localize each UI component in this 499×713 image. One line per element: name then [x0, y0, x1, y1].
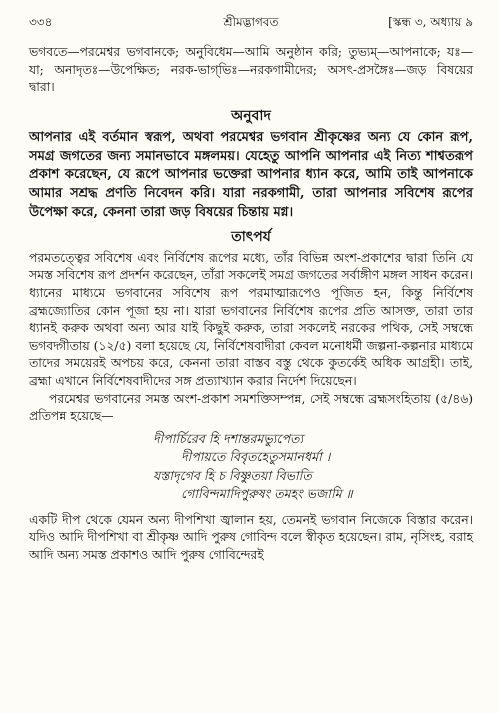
translation-heading: অনুবাদ [231, 107, 271, 124]
purport-paragraph-1: পরমতত্ত্বের সবিশেষ এবং নির্বিশেষ রূপের মধ্যে, তাঁর বিভিন্ন অংশ-প্রকাশের দ্বারা তিনি যে সমস্ত সবিশেষ রূপ প্রদর্শন করেছেন, তাঁরা সকলেই সমগ্র জগতের সর্বাঙ্গীণ মঙ্গল সাধন করেন। ধ্যানের মাধ্যমে ভগবানের সবিশেষ রূপ পরমাত্মারূপেও পূজিত হন, কিন্তু নির্বিশেষ ব্রহ্মজ্যোতির কোন পূজা হয় না। যারা ভগবানের নির্বিশেষ রূপের প্রতি আসক্ত, তারা তার ধ্যানই করুক অথবা অন্য আর যাই কিছুই করুক, তারা সকলেই নরকের পথিক, সেই সম্বন্ধে ভগবদ্গীতায় (১২/৫) বলা হয়েছে যে, নির্বিশেষবাদীরা কেবল মনোধর্মী জল্পনা-কল্পনার মাধ্যমে তাদের সময়েরই অপচয় করে, কেননা তারা বাস্তব বস্তু থেকে কুতর্কেই অধিক আগ্রহী। তাই, ব্রহ্মা এখানে নির্বিশেষবাদীদের সঙ্গ প্রত্যাখ্যান করার নির্দেশ দিয়েছেন। [29, 250, 473, 388]
running-header [29, 14, 473, 34]
synonyms-paragraph: ভগবতে—পরমেশ্বর ভগবানকে; অনুবিধেম—আমি অনুষ্ঠান করি; তুভ্যম্—আপনাকে; যঃ—যা; অনাদৃতঃ—উপেক্ষিত; নরক-ভাগ্‌ভিঃ—নরকগামীদের; অসৎ-প্রসঙ্গৈঃ—জড় বিষয়ের দ্বারা। [29, 45, 473, 95]
verse-line: দীপায়তে বিবৃতহেতুসমানধর্মা । [181, 449, 331, 465]
page-number: ৩৩৪ [29, 15, 53, 29]
verse-line: যস্তাদৃগেব হি চ বিষ্ণুতয়া বিভাতি [153, 467, 312, 483]
verse-line: দীপার্চিরেব হি দশান্তরমভ্যুপেত্য [153, 430, 304, 446]
book-title: শ্রীমদ্ভাগবত [223, 15, 279, 29]
purport-paragraph-2: পরমেশ্বর ভগবানের সমস্ত অংশ-প্রকাশ সমশক্তিসম্পন্ন, সেই সম্বন্ধে ব্রহ্মসংহিতায় (৫/৪৬) প্রতিপন্ন হয়েছে— [29, 391, 473, 424]
sanskrit-verse [29, 430, 473, 504]
purport-paragraph-3: একটি দীপ থেকে যেমন অন্য দীপশিখা জ্বালান হয়, তেমনই ভগবান নিজেকে বিস্তার করেন। যদিও আদি দীপশিখা বা শ্রীকৃষ্ণ আদি পুরুষ গোবিন্দ বলে স্বীকৃত হয়েছেন। রাম, নৃসিংহ, বরাহ আদি অন্য সমস্ত প্রকাশও আদি পুরুষ গোবিন্দেরই [29, 512, 473, 562]
translation-paragraph: আপনার এই বর্তমান স্বরূপ, অথবা পরমেশ্বর ভগবান শ্রীকৃষ্ণের অন্য যে কোন রূপ, সমগ্র জগতের জন্য সমানভাবে মঙ্গলময়। যেহেতু আপনি আপনার এই নিত্য শাশ্বতরূপ প্রকাশ করেছেন, যে রূপে আপনার ভক্তেরা আপনার ধ্যান করে, আমি তাই আপনাকে আমার সশ্রদ্ধ প্রণতি নিবেদন করি। যারা নরকগামী, তারা আপনার সবিশেষ রূপের উপেক্ষা করে, কেননা তারা জড় বিষয়ের চিন্তায় মগ্ন। [29, 129, 473, 220]
purport-heading: তাৎপর্য [231, 228, 271, 245]
section-reference: [স্কন্ধ ৩, অধ্যায় ৯ [388, 15, 473, 29]
verse-line: গোবিন্দমাদিপুরুষং তমহং ভজামি ॥ [181, 486, 353, 502]
